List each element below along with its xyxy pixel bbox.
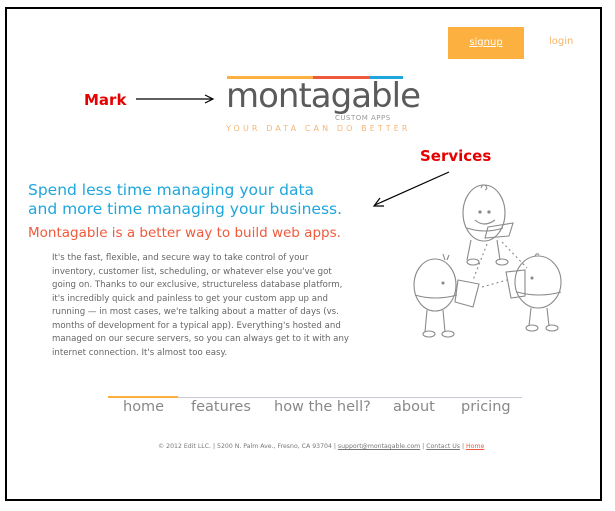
logo-subtitle: CUSTOM APPS bbox=[335, 114, 391, 122]
footer-home-link[interactable]: Home bbox=[466, 443, 485, 450]
hero-subhead: Montagable is a better way to build web apps. bbox=[28, 225, 341, 241]
nav-item-home[interactable]: home bbox=[123, 399, 165, 415]
nav-item-features[interactable]: features bbox=[191, 399, 251, 415]
nav-active-indicator bbox=[108, 396, 178, 398]
annotation-services-label: Services bbox=[420, 147, 492, 165]
logo-wordmark[interactable]: montagable bbox=[226, 76, 420, 116]
hero-headline bbox=[28, 181, 342, 219]
annotation-mark-label: Mark bbox=[84, 91, 127, 109]
signup-button[interactable]: signup bbox=[448, 27, 524, 59]
hero-body: It's the fast, flexible, and secure way to take control of your inventory, customer list, scheduling, or whatever else you've got going on. Thanks to our exclusive, structureless database platform, it's incredibly quick and painless to get your custom app up and running — in most cases, we're talking about a matter of days (vs. months of development for a typical app). Everything's hosted and managed on our secure servers, so you can always get to it with any internet connection. It's almost too easy. bbox=[52, 253, 349, 358]
nav-item-about[interactable]: about bbox=[393, 399, 435, 415]
hero-headline-line2: and more time managing your business. bbox=[28, 200, 343, 218]
footer-contact-link[interactable]: Contact Us bbox=[426, 443, 460, 450]
logo-tagline: YOUR DATA CAN DO BETTER bbox=[226, 124, 411, 133]
footer-email-link[interactable]: support@montagable.com bbox=[337, 443, 421, 450]
login-link[interactable]: login bbox=[549, 36, 574, 47]
hero-headline-line1: Spend less time managing your data bbox=[28, 181, 315, 199]
footer-separator: | bbox=[420, 443, 427, 450]
nav-item-how-the-hell[interactable]: how the hell? bbox=[274, 399, 371, 415]
annotation-arrow-right-icon bbox=[136, 93, 216, 105]
footer-separator: | bbox=[460, 443, 467, 450]
footer-copyright: © 2012 Edit LLC. | 5200 N. Palm Ave., Fresno, CA 93704 | bbox=[158, 443, 338, 450]
footer bbox=[158, 443, 484, 450]
nav-item-pricing[interactable]: pricing bbox=[461, 399, 511, 415]
collaboration-illustration bbox=[405, 180, 585, 350]
